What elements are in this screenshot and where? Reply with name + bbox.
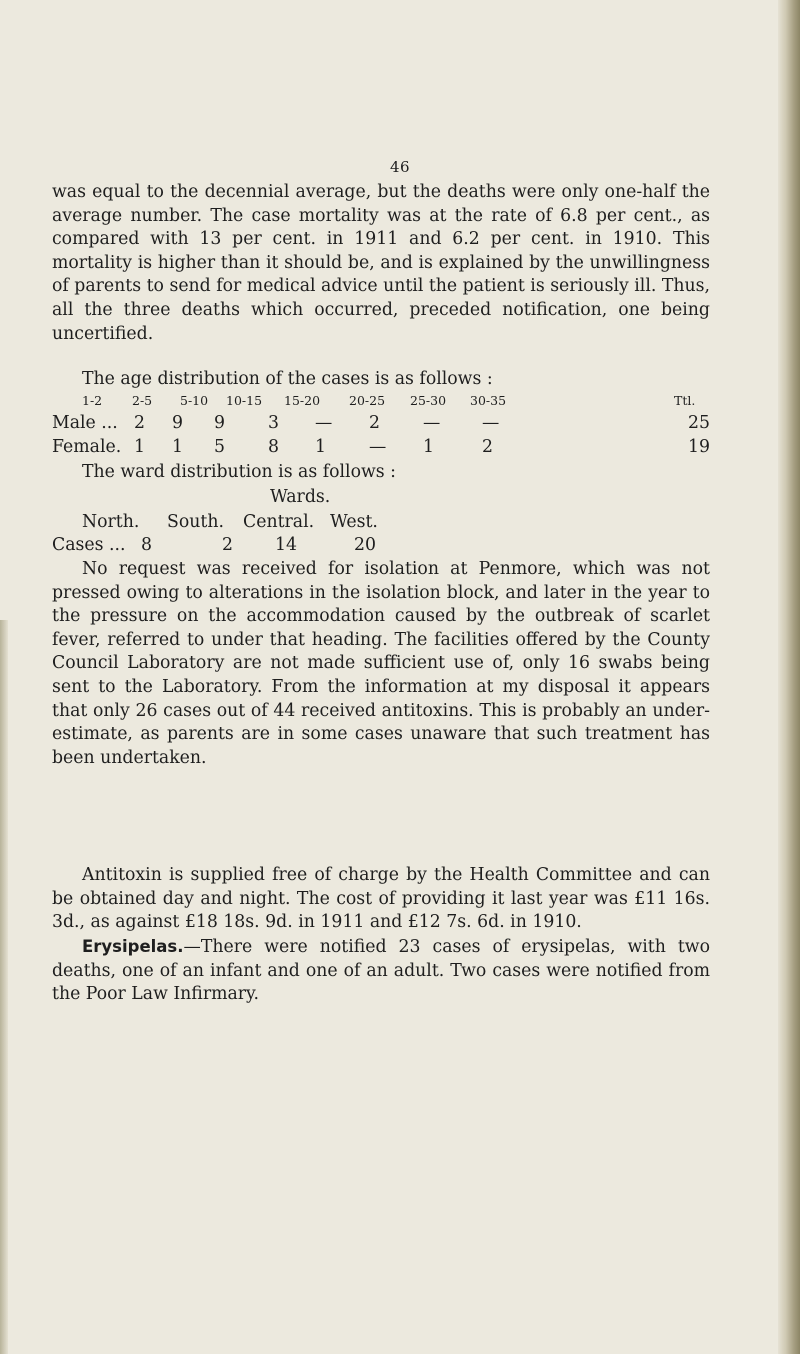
age-row-female [52, 437, 712, 461]
age-distribution-table [52, 393, 712, 461]
table-cell: 2 [369, 413, 380, 433]
age-header: 30-35 [470, 393, 507, 408]
ward-header: North. [82, 512, 140, 532]
row-label: Cases ... [52, 535, 126, 555]
page-edge-shadow [778, 0, 800, 1354]
age-row-male [52, 413, 712, 437]
age-header-row [52, 393, 712, 413]
row-label: Male ... [52, 413, 118, 433]
paragraph-mortality [52, 181, 710, 346]
table-cell: 1 [172, 437, 183, 457]
table-cell: 3 [268, 413, 279, 433]
age-header: 1-2 [82, 393, 103, 408]
age-header: 25-30 [410, 393, 447, 408]
table-cell: 2 [482, 437, 493, 457]
table-cell: 20 [354, 535, 376, 555]
age-header: 20-25 [349, 393, 386, 408]
table-cell: 9 [214, 413, 225, 433]
table-cell: — [423, 413, 441, 433]
table-cell: 5 [214, 437, 225, 457]
ward-distribution-intro: The ward distribution is as follows : [82, 462, 396, 482]
table-cell: 9 [172, 413, 183, 433]
paragraph-4-text: —There were notified 23 cases of erysipelas, with two deaths, one of an infant and one of an adult. Two cases were notified from the Poor Law Infirmary. [52, 937, 710, 1005]
table-cell: 2 [222, 535, 233, 555]
page-number: 46 [389, 158, 411, 176]
table-cell: 1 [134, 437, 145, 457]
paragraph-antitoxin [52, 864, 710, 935]
age-header: 5-10 [180, 393, 209, 408]
ward-cases-row [0, 535, 800, 559]
table-cell: 14 [275, 535, 297, 555]
paragraph-3-text: Antitoxin is supplied free of charge by the Health Committee and can be obtained day and night. The cost of providing it last year was £11 16s. 3d., as against £18 18s. 9d. in 1911 and £12 7s. 6d. in 1910. [52, 865, 710, 933]
page-binding-shadow [0, 620, 8, 1354]
erysipelas-heading: Erysipelas. [82, 937, 184, 956]
wards-title: Wards. [270, 487, 331, 507]
age-header-total: Ttl. [674, 393, 696, 408]
table-cell: 8 [268, 437, 279, 457]
paragraph-2-text: No request was received for isolation at Penmore, which was not pressed owing to alterations in the isolation block, and later in the year to the pressure on the accommodation caused by the outbreak of scarlet fever, referred to under that heading. The facilities offered by the County Council Laboratory are not made sufficient use of, only 16 swabs being sent to the Laboratory. From the information at my disposal it appears that only 26 cases out of 44 received antitoxins. This is probably an under-estimate, as parents are in some cases unaware that such treatment has been undertaken. [52, 559, 710, 768]
table-cell-total: 25 [688, 413, 710, 433]
table-cell: — [369, 437, 387, 457]
table-cell: — [315, 413, 333, 433]
row-label: Female. [52, 437, 122, 457]
paragraph-4-block [52, 935, 710, 1007]
table-cell: 1 [315, 437, 326, 457]
age-distribution-intro: The age distribution of the cases is as follows : [82, 369, 493, 389]
paragraph-isolation [52, 558, 710, 770]
ward-header: West. [330, 512, 378, 532]
paragraph-1-text: was equal to the decennial average, but the deaths were only one-half the average number. The case mortality was at the rate of 6.8 per cent., as compared with 13 per cent. in 1911 and 6.2 per cent. in 1910. This mortality is higher than it should be, and is explained by the unwillingness of parents to send for medical advice until the patient is seriously ill. Thus, all the three deaths which occurred, preceded notification, one being uncertified. [52, 182, 710, 344]
age-header: 2-5 [132, 393, 153, 408]
table-cell: 1 [423, 437, 434, 457]
ward-header-row [0, 512, 800, 536]
table-cell-total: 19 [688, 437, 710, 457]
ward-header: Central. [243, 512, 315, 532]
table-cell: 2 [134, 413, 145, 433]
age-header: 10-15 [226, 393, 263, 408]
table-cell: — [482, 413, 500, 433]
ward-header: South. [167, 512, 224, 532]
table-cell: 8 [141, 535, 152, 555]
age-header: 15-20 [284, 393, 321, 408]
paragraph-erysipelas [52, 935, 710, 1007]
